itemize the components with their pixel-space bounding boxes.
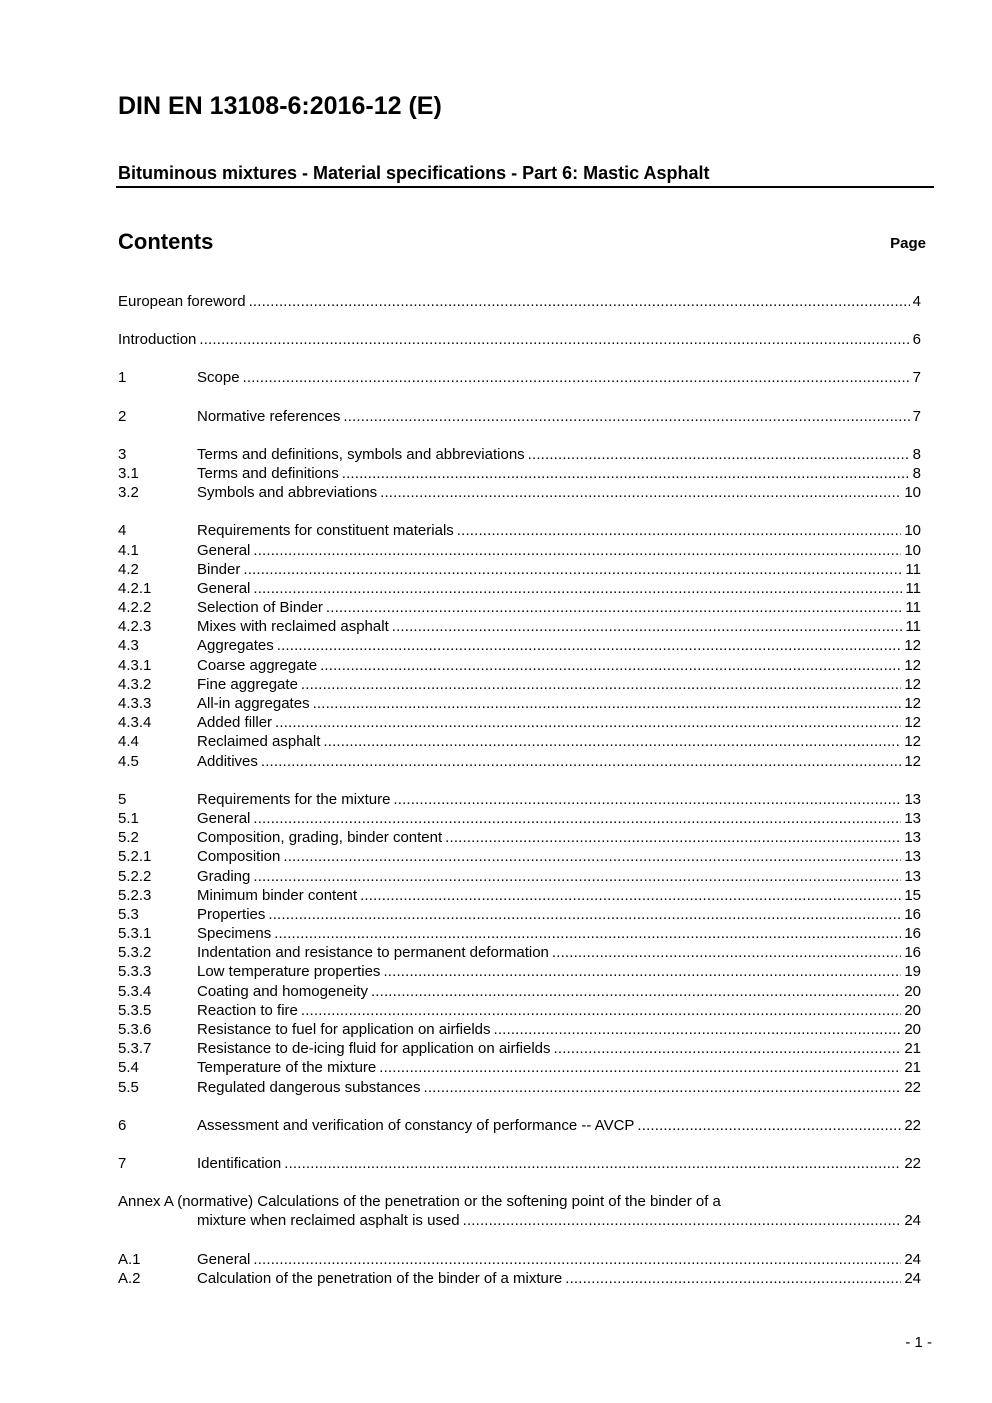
toc-entry-page: 11 (905, 599, 921, 617)
toc-entry[interactable] (118, 809, 921, 828)
toc-leader-dots (343, 407, 909, 426)
toc-entry-number: 4 (118, 522, 127, 540)
toc-entry-label: mixture when reclaimed asphalt is used (197, 1212, 460, 1230)
toc-entry-page: 12 (904, 656, 921, 674)
toc-entry-number: 2 (118, 407, 127, 425)
toc-entry-label: All-in aggregates (197, 695, 310, 712)
toc-entry[interactable] (118, 1001, 921, 1020)
toc-entry-number: 5.5 (118, 1078, 139, 1096)
toc-entry-page: 16 (904, 905, 921, 923)
toc-entry-page: 11 (905, 560, 921, 578)
toc-entry-number: 4.3.3 (118, 695, 152, 712)
toc-leader-dots (445, 828, 901, 847)
toc-entry[interactable] (118, 1058, 921, 1077)
toc-leader-dots (380, 483, 901, 502)
toc-entry[interactable] (118, 636, 921, 655)
toc-entry-page: 6 (912, 331, 921, 349)
toc-entry-page: 21 (904, 1059, 921, 1077)
toc-entry[interactable] (118, 867, 921, 886)
toc-entry-label: Specimens (197, 925, 272, 943)
toc-entry[interactable] (118, 943, 921, 962)
toc-entry-number: 6 (118, 1116, 127, 1134)
toc-entry-label: Coarse aggregate (197, 656, 318, 674)
toc-entry-page: 7 (912, 407, 921, 425)
toc-entry-number: 5.3.4 (118, 982, 152, 1000)
toc-leader-dots (199, 330, 909, 349)
toc-leader-dots (320, 656, 901, 675)
toc-leader-dots (463, 1211, 902, 1230)
toc-entry-label: Mixes with reclaimed asphalt (197, 618, 389, 636)
toc-entry-page: 8 (912, 445, 921, 463)
toc-entry-page: 24 (904, 1250, 921, 1268)
toc-entry[interactable] (118, 292, 921, 311)
toc-entry-number: 4.1 (118, 541, 139, 559)
toc-entry[interactable] (118, 713, 921, 732)
annex-a-title[interactable]: Annex A (normative) Calculations of the penetration or the softening point of the binder of a (118, 1193, 721, 1211)
toc-entry-number: 5.3.1 (118, 925, 152, 943)
toc-entry[interactable] (118, 675, 921, 694)
toc-entry[interactable] (118, 445, 921, 464)
toc-entry-number: 5.2.2 (118, 867, 152, 885)
toc-leader-dots (552, 943, 901, 962)
toc-leader-dots (283, 847, 901, 866)
toc-entry-label: Binder (197, 560, 241, 578)
toc-entry-page: 20 (904, 982, 921, 1000)
toc-leader-dots (360, 886, 901, 905)
page-column-heading: Page (890, 235, 926, 252)
toc-leader-dots (253, 579, 902, 598)
annex-a-title-continuation[interactable] (118, 1211, 921, 1230)
toc-entry-page: 15 (904, 886, 921, 904)
toc-leader-dots (528, 445, 910, 464)
toc-entry-label: Terms and definitions, symbols and abbreviations (197, 445, 525, 463)
toc-entry-label: Composition (197, 848, 281, 866)
toc-entry-label: Identification (197, 1154, 282, 1172)
toc-entry[interactable] (118, 1039, 921, 1058)
toc-entry[interactable] (118, 905, 921, 924)
toc-entry[interactable] (118, 1020, 921, 1039)
toc-entry-label: Scope (197, 369, 240, 387)
toc-entry[interactable] (118, 560, 921, 579)
toc-entry-number: 3.2 (118, 484, 139, 502)
toc-entry-number: 5.3.5 (118, 1001, 152, 1019)
toc-entry-number: 3.1 (118, 464, 139, 482)
toc-entry-label: Minimum binder content (197, 886, 358, 904)
toc-entry-label: Coating and homogeneity (197, 982, 368, 1000)
toc-entry[interactable] (118, 694, 921, 713)
document-title: Bituminous mixtures - Material specifications - Part 6: Mastic Asphalt (118, 163, 710, 183)
toc-leader-dots (243, 368, 910, 387)
toc-leader-dots (392, 617, 903, 636)
toc-entry-page: 19 (904, 963, 921, 981)
toc-leader-dots (313, 694, 902, 713)
toc-entry-label: General (197, 809, 251, 827)
toc-entry[interactable] (118, 483, 921, 502)
toc-entry[interactable] (118, 847, 921, 866)
toc-entry-label: General (197, 541, 251, 559)
toc-entry-number: 4.3.4 (118, 714, 152, 732)
table-of-contents (118, 292, 921, 1288)
toc-entry[interactable] (118, 732, 921, 751)
toc-entry-page: 12 (904, 675, 921, 693)
toc-entry-page: 20 (904, 1001, 921, 1019)
toc-entry-page: 13 (904, 848, 921, 866)
toc-entry[interactable] (118, 1116, 921, 1135)
toc-entry[interactable] (118, 464, 921, 483)
toc-leader-dots (268, 905, 901, 924)
toc-leader-dots (379, 1058, 901, 1077)
toc-entry-label: Aggregates (197, 637, 274, 655)
toc-entry[interactable] (118, 790, 921, 809)
toc-leader-dots (326, 598, 903, 617)
toc-entry-page: 20 (904, 1021, 921, 1038)
toc-entry-page: 13 (904, 790, 921, 808)
toc-entry-label: Temperature of the mixture (197, 1059, 377, 1077)
toc-entry-number: 4.3.2 (118, 675, 152, 693)
toc-entry-number: A.1 (118, 1250, 141, 1268)
toc-entry-label: Added filler (197, 714, 273, 732)
toc-entry-page: 24 (904, 1269, 921, 1287)
toc-entry[interactable] (118, 617, 921, 636)
toc-entry-number: 5.4 (118, 1059, 139, 1077)
toc-entry[interactable] (118, 962, 921, 981)
toc-entry-label: Additives (197, 752, 258, 770)
toc-entry-page: 22 (904, 1116, 921, 1134)
toc-leader-dots (383, 962, 901, 981)
contents-heading: Contents (118, 229, 214, 254)
toc-leader-dots (565, 1269, 901, 1288)
toc-entry-number: 5.3.6 (118, 1021, 152, 1038)
toc-entry[interactable] (118, 521, 921, 540)
toc-entry-page: 7 (912, 369, 921, 387)
toc-entry-number: 4.2.3 (118, 618, 152, 636)
toc-entry[interactable] (118, 752, 921, 771)
toc-entry-number: 3 (118, 445, 127, 463)
toc-entry-number: 5.3.3 (118, 963, 152, 981)
toc-entry[interactable] (118, 1250, 921, 1269)
title-divider (116, 186, 934, 188)
toc-entry-label: Composition, grading, binder content (197, 829, 443, 847)
toc-entry-page: 12 (904, 733, 921, 751)
toc-entry-page: 8 (912, 464, 921, 482)
toc-entry-label: Indentation and resistance to permanent deformation (197, 944, 549, 962)
toc-entry[interactable] (118, 598, 921, 617)
toc-entry-page: 16 (904, 944, 921, 962)
toc-entry[interactable] (118, 368, 921, 387)
toc-entry-page: 10 (904, 541, 921, 559)
toc-entry-number: 5.3.2 (118, 944, 152, 962)
toc-entry-number: 4.2 (118, 560, 139, 578)
toc-leader-dots (424, 1078, 902, 1097)
toc-entry-number: 5.3 (118, 905, 139, 923)
toc-entry-label: Resistance to fuel for application on airfields (197, 1021, 491, 1038)
page-number: - 1 - (905, 1334, 932, 1351)
toc-entry-page: 13 (904, 829, 921, 847)
toc-entry[interactable] (118, 1078, 921, 1097)
toc-entry-number: 1 (118, 369, 127, 387)
toc-entry[interactable] (118, 1269, 921, 1288)
document-id: DIN EN 13108-6:2016-12 (E) (118, 92, 442, 120)
toc-entry[interactable] (118, 982, 921, 1001)
toc-entry[interactable] (118, 330, 921, 349)
toc-entry-number: 5.1 (118, 809, 139, 827)
toc-entry-page: 12 (904, 714, 921, 732)
toc-entry-label: Selection of Binder (197, 599, 323, 617)
toc-entry-label: Requirements for constituent materials (197, 522, 454, 540)
toc-entry-label: Regulated dangerous substances (197, 1078, 421, 1096)
toc-entry-label: Properties (197, 905, 266, 923)
toc-entry[interactable] (118, 924, 921, 943)
toc-entry-label: Symbols and abbreviations (197, 484, 378, 502)
toc-leader-dots (323, 732, 901, 751)
toc-entry-page: 22 (904, 1078, 921, 1096)
toc-entry-page: 21 (904, 1040, 921, 1058)
toc-entry-number: A.2 (118, 1269, 141, 1287)
toc-entry-number: 4.2.1 (118, 579, 152, 597)
toc-leader-dots (554, 1039, 902, 1058)
toc-entry-page: 4 (912, 293, 921, 310)
toc-leader-dots (457, 521, 902, 540)
toc-entry-number: 4.3.1 (118, 656, 152, 674)
toc-entry[interactable] (118, 579, 921, 598)
toc-leader-dots (494, 1020, 902, 1039)
toc-entry-page: 12 (904, 752, 921, 770)
toc-entry[interactable] (118, 1154, 921, 1173)
toc-entry-label: Resistance to de-icing fluid for application on airfields (197, 1040, 551, 1058)
toc-entry-label: Low temperature properties (197, 963, 381, 981)
toc-leader-dots (342, 464, 910, 483)
toc-entry-label: Reaction to fire (197, 1001, 298, 1019)
toc-leader-dots (277, 636, 902, 655)
toc-entry-number: 5.2 (118, 829, 139, 847)
toc-entry[interactable] (118, 656, 921, 675)
toc-leader-dots (284, 1154, 901, 1173)
toc-entry-label: Assessment and verification of constancy of performance -- AVCP (197, 1116, 635, 1134)
toc-entry-page: 12 (904, 637, 921, 655)
toc-leader-dots (275, 713, 901, 732)
toc-entry-page: 10 (904, 484, 921, 502)
toc-entry-label: Calculation of the penetration of the binder of a mixture (197, 1269, 563, 1287)
toc-entry-label: European foreword (118, 293, 246, 310)
toc-leader-dots (274, 924, 901, 943)
toc-leader-dots (393, 790, 901, 809)
toc-entry-label: Requirements for the mixture (197, 790, 391, 808)
toc-entry-number: 4.5 (118, 752, 139, 770)
toc-entry-number: 7 (118, 1154, 127, 1172)
toc-entry[interactable] (118, 541, 921, 560)
toc-leader-dots (301, 675, 901, 694)
toc-entry-page: 24 (904, 1212, 921, 1230)
toc-leader-dots (253, 867, 901, 886)
toc-leader-dots (243, 560, 902, 579)
toc-entry-number: 4.2.2 (118, 599, 152, 617)
toc-entry-number: 5.2.1 (118, 848, 152, 866)
toc-entry-label: Terms and definitions (197, 464, 339, 482)
toc-entry-page: 11 (905, 579, 921, 597)
toc-leader-dots (301, 1001, 901, 1020)
toc-leader-dots (371, 982, 901, 1001)
toc-entry-number: 5.3.7 (118, 1040, 152, 1058)
toc-entry[interactable] (118, 886, 921, 905)
toc-entry-label: General (197, 579, 251, 597)
toc-entry-number: 4.3 (118, 637, 139, 655)
toc-entry-page: 11 (905, 618, 921, 636)
toc-entry[interactable] (118, 828, 921, 847)
toc-entry-page: 10 (904, 522, 921, 540)
toc-entry-number: 5 (118, 790, 127, 808)
toc-entry-number: 5.2.3 (118, 886, 152, 904)
toc-entry-page: 16 (904, 925, 921, 943)
toc-entry-label: General (197, 1250, 251, 1268)
toc-entry-label: Normative references (197, 407, 341, 425)
toc-entry-page: 12 (904, 695, 921, 712)
toc-entry[interactable] (118, 407, 921, 426)
toc-leader-dots (637, 1116, 901, 1135)
toc-entry-page: 13 (904, 867, 921, 885)
toc-entry-page: 13 (904, 809, 921, 827)
toc-entry-page: 22 (904, 1154, 921, 1172)
toc-leader-dots (249, 292, 910, 311)
toc-leader-dots (253, 1250, 901, 1269)
toc-leader-dots (261, 752, 901, 771)
toc-entry-label: Introduction (118, 331, 197, 349)
toc-leader-dots (253, 541, 901, 560)
toc-entry-label: Grading (197, 867, 251, 885)
toc-entry-number: 4.4 (118, 733, 139, 751)
toc-entry-label: Fine aggregate (197, 675, 298, 693)
toc-entry-label: Reclaimed asphalt (197, 733, 321, 751)
toc-leader-dots (253, 809, 901, 828)
